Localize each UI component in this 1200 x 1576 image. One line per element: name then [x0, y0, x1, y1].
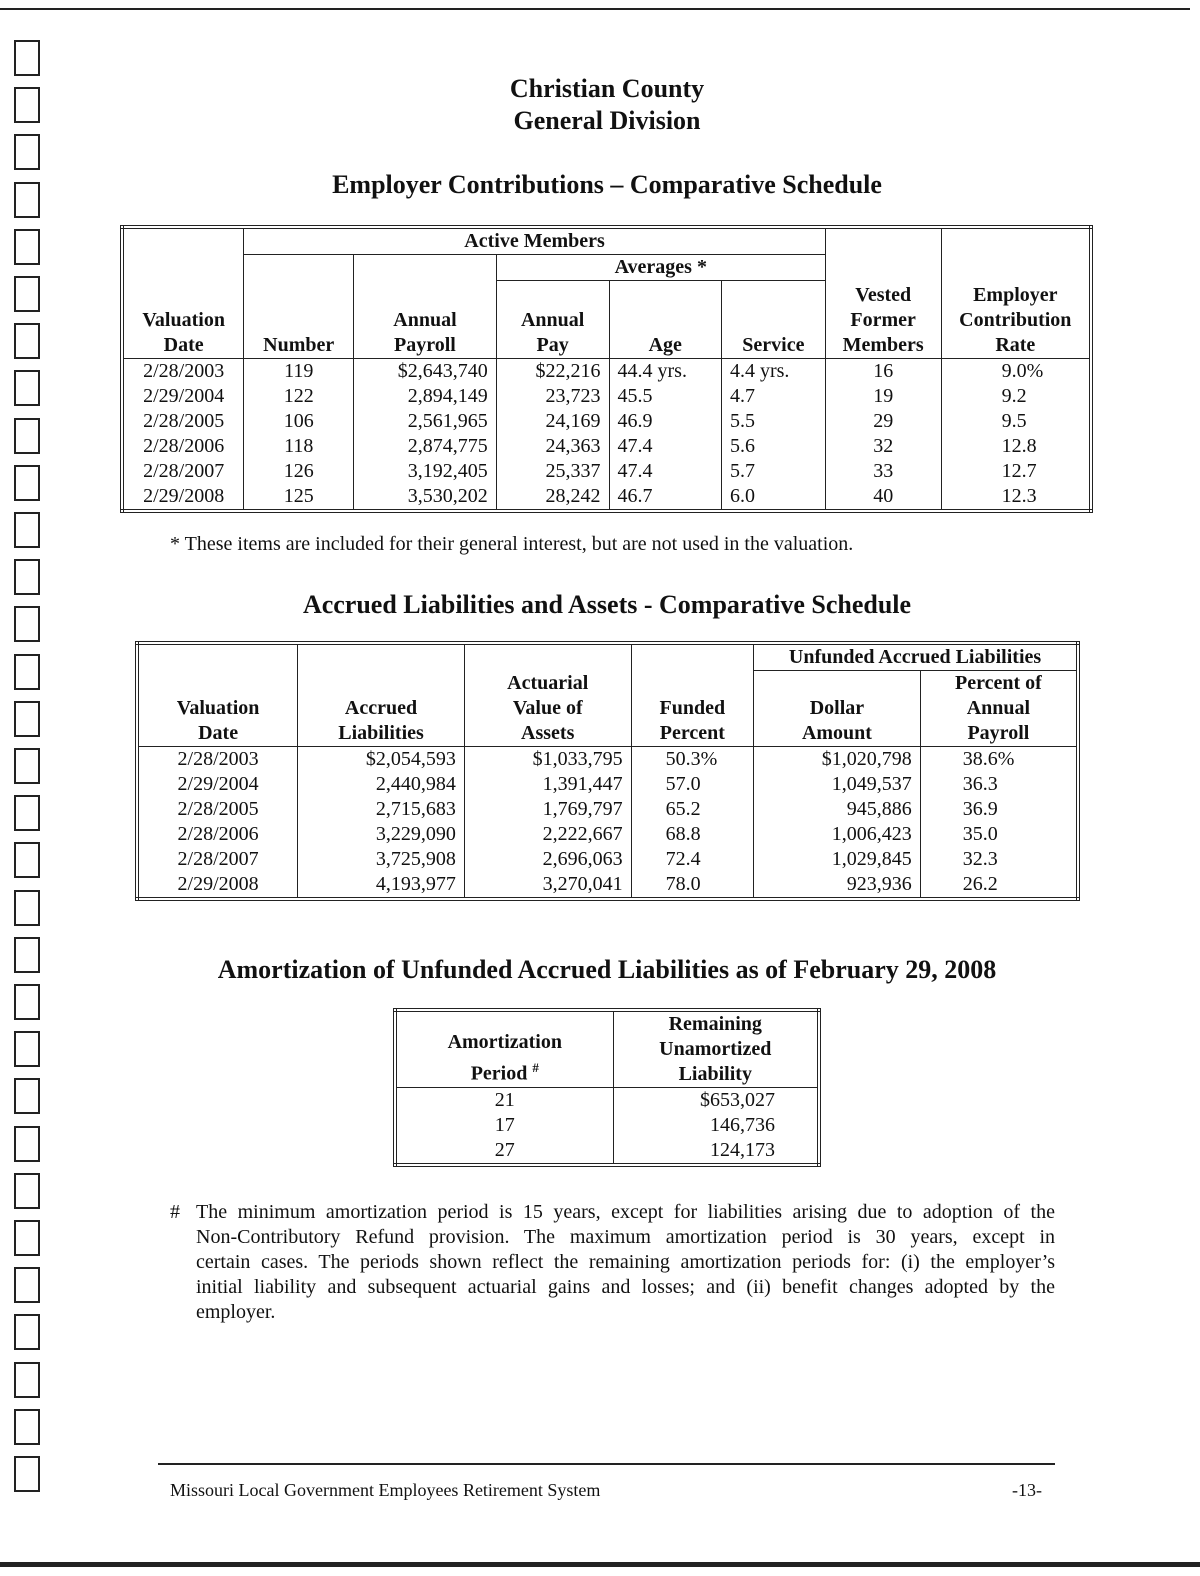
cell-actuarial-value: 2,696,063 [464, 847, 631, 872]
cell-funded-percent: 65.2 [631, 797, 754, 822]
accrued-liabilities-title: Accrued Liabilities and Assets - Comparative Schedule [302, 590, 912, 619]
cell-valuation-date: 2/28/2003 [143, 360, 225, 382]
cell-service: 4.7 [721, 384, 825, 409]
cell-valuation-date: 2/29/2004 [143, 385, 225, 407]
cell-annual-payroll: 2,894,149 [354, 384, 497, 409]
binder-hole [14, 1362, 40, 1388]
col-remaining-unamortized-liability: Remaining Unamortized Liability [613, 1010, 819, 1088]
binder-hole [14, 512, 40, 538]
cell-accrued-liabilities: $2,054,593 [298, 747, 465, 773]
binder-holes [10, 40, 42, 1540]
cell-contribution-rate: 12.3 [941, 484, 1091, 511]
cell-number: 122 [244, 384, 354, 409]
cell-funded-percent: 50.3% [631, 747, 754, 773]
cell-valuation-date: 2/28/2007 [143, 460, 225, 482]
cell-accrued-liabilities: 3,229,090 [298, 822, 465, 847]
col-service: Service [721, 281, 825, 359]
binder-hole [14, 890, 40, 916]
cell-valuation-date: 2/28/2006 [177, 823, 259, 845]
table-row [137, 772, 1078, 797]
binder-hole [14, 1173, 40, 1199]
table-row [137, 872, 1078, 899]
footer-rule [158, 1463, 1055, 1465]
cell-annual-pay: 28,242 [496, 484, 609, 511]
cell-service: 4.4 yrs. [721, 359, 825, 385]
cell-funded-percent: 72.4 [631, 847, 754, 872]
cell-age: 44.4 yrs. [609, 359, 721, 385]
employer-contributions-table [120, 225, 1093, 513]
cell-contribution-rate: 9.5 [941, 409, 1091, 434]
cell-funded-percent: 68.8 [631, 822, 754, 847]
accrued-liabilities-table [135, 641, 1080, 901]
cell-annual-payroll: $2,643,740 [354, 359, 497, 385]
cell-number: 119 [244, 359, 354, 385]
cell-valuation-date: 2/28/2006 [143, 435, 225, 457]
table-row [395, 1113, 819, 1138]
cell-valuation-date: 2/29/2008 [177, 873, 259, 895]
table-row [122, 359, 1091, 385]
binder-hole [14, 1267, 40, 1293]
page-title-division: General Division [513, 106, 701, 135]
col-vested-former-members: Vested Former Members [825, 227, 941, 359]
footnote-line: employer. [196, 1301, 276, 1323]
cell-dollar-amount: 923,936 [754, 872, 921, 899]
cell-number: 118 [244, 434, 354, 459]
cell-percent-of-payroll: 36.3 [920, 772, 1078, 797]
cell-dollar-amount: 1,006,423 [754, 822, 921, 847]
cell-annual-payroll: 3,192,405 [354, 459, 497, 484]
cell-contribution-rate: 9.0% [941, 359, 1091, 385]
cell-vested-former-members: 33 [825, 459, 941, 484]
cell-valuation-date: 2/29/2004 [177, 773, 259, 795]
cell-age: 47.4 [609, 459, 721, 484]
binder-hole [14, 1409, 40, 1435]
col-age: Age [609, 281, 721, 359]
bottom-border [0, 1562, 1200, 1567]
binder-hole [14, 465, 40, 491]
cell-vested-former-members: 32 [825, 434, 941, 459]
cell-age: 45.5 [609, 384, 721, 409]
cell-dollar-amount: 945,886 [754, 797, 921, 822]
binder-hole [14, 1220, 40, 1246]
cell-remaining-liability: 146,736 [613, 1113, 819, 1138]
page-number: -13- [1012, 1480, 1042, 1500]
footnote-line: certain cases. The periods shown reflect the remaining amortization periods for: (i) the employer’s [196, 1251, 1055, 1273]
cell-annual-pay: 25,337 [496, 459, 609, 484]
cell-service: 6.0 [721, 484, 825, 511]
table-row [395, 1138, 819, 1165]
cell-vested-former-members: 16 [825, 359, 941, 385]
col-employer-contribution-rate: Employer Contribution Rate [941, 227, 1091, 359]
binder-hole [14, 1126, 40, 1152]
cell-accrued-liabilities: 2,440,984 [298, 772, 465, 797]
binder-hole [14, 559, 40, 585]
table-row [122, 484, 1091, 511]
cell-actuarial-value: 1,391,447 [464, 772, 631, 797]
cell-vested-former-members: 29 [825, 409, 941, 434]
binder-hole [14, 418, 40, 444]
col-valuation-date: Valuation Date [137, 643, 298, 747]
table-row [122, 409, 1091, 434]
cell-contribution-rate: 12.7 [941, 459, 1091, 484]
top-border [0, 8, 1190, 10]
binder-hole [14, 1078, 40, 1104]
averages-footnote: * These items are included for their general interest, but are not used in the valuation. [170, 533, 854, 555]
binder-hole [14, 654, 40, 680]
cell-percent-of-payroll: 26.2 [920, 872, 1078, 899]
cell-dollar-amount: $1,020,798 [754, 747, 921, 773]
group-unfunded-accrued-liabilities: Unfunded Accrued Liabilities [754, 643, 1078, 671]
binder-hole [14, 370, 40, 396]
amortization-table [393, 1008, 821, 1167]
cell-percent-of-payroll: 35.0 [920, 822, 1078, 847]
cell-funded-percent: 78.0 [631, 872, 754, 899]
table-row [395, 1088, 819, 1114]
cell-actuarial-value: 2,222,667 [464, 822, 631, 847]
cell-contribution-rate: 9.2 [941, 384, 1091, 409]
amortization-title: Amortization of Unfunded Accrued Liabilities as of February 29, 2008 [217, 955, 997, 984]
page-title-county: Christian County [509, 74, 705, 103]
cell-vested-former-members: 40 [825, 484, 941, 511]
binder-hole [14, 748, 40, 774]
col-actuarial-value-of-assets: Actuarial Value of Assets [464, 643, 631, 747]
cell-actuarial-value: $1,033,795 [464, 747, 631, 773]
binder-hole [14, 701, 40, 727]
col-number: Number [244, 255, 354, 359]
group-active-members: Active Members [244, 227, 825, 255]
cell-annual-pay: $22,216 [496, 359, 609, 385]
cell-actuarial-value: 3,270,041 [464, 872, 631, 899]
cell-accrued-liabilities: 3,725,908 [298, 847, 465, 872]
binder-hole [14, 323, 40, 349]
cell-valuation-date: 2/28/2003 [177, 748, 259, 770]
cell-valuation-date: 2/28/2005 [177, 798, 259, 820]
cell-accrued-liabilities: 4,193,977 [298, 872, 465, 899]
binder-hole [14, 1031, 40, 1057]
col-amortization-period: Amortization Period # [395, 1010, 613, 1088]
binder-hole [14, 842, 40, 868]
cell-annual-pay: 24,363 [496, 434, 609, 459]
col-funded-percent: Funded Percent [631, 643, 754, 747]
table-row [137, 847, 1078, 872]
col-dollar-amount: Dollar Amount [754, 671, 921, 747]
col-accrued-liabilities: Accrued Liabilities [298, 643, 465, 747]
cell-valuation-date: 2/28/2007 [177, 848, 259, 870]
binder-hole [14, 1456, 40, 1482]
cell-vested-former-members: 19 [825, 384, 941, 409]
table-row [137, 747, 1078, 773]
cell-age: 47.4 [609, 434, 721, 459]
cell-age: 46.7 [609, 484, 721, 511]
cell-service: 5.6 [721, 434, 825, 459]
table-row [122, 384, 1091, 409]
footnote-line: The minimum amortization period is 15 years, except for liabilities arising due to adoption of the [196, 1201, 1055, 1223]
cell-funded-percent: 57.0 [631, 772, 754, 797]
binder-hole [14, 40, 40, 66]
cell-annual-payroll: 2,874,775 [354, 434, 497, 459]
cell-service: 5.5 [721, 409, 825, 434]
cell-annual-pay: 24,169 [496, 409, 609, 434]
cell-number: 126 [244, 459, 354, 484]
binder-hole [14, 229, 40, 255]
cell-remaining-liability: $653,027 [613, 1088, 819, 1114]
cell-remaining-liability: 124,173 [613, 1138, 819, 1165]
cell-amortization-period: 27 [494, 1139, 515, 1161]
cell-percent-of-payroll: 38.6% [920, 747, 1078, 773]
cell-valuation-date: 2/28/2005 [143, 410, 225, 432]
employer-contributions-title: Employer Contributions – Comparative Schedule [332, 170, 882, 199]
cell-valuation-date: 2/29/2008 [143, 485, 225, 507]
table-row [137, 822, 1078, 847]
binder-hole [14, 795, 40, 821]
cell-number: 125 [244, 484, 354, 511]
cell-actuarial-value: 1,769,797 [464, 797, 631, 822]
period-footnote-mark: # [532, 1060, 539, 1076]
cell-annual-payroll: 3,530,202 [354, 484, 497, 511]
footnote-mark: # [170, 1201, 180, 1223]
cell-annual-pay: 23,723 [496, 384, 609, 409]
amortization-footnote [170, 1200, 1055, 1325]
cell-dollar-amount: 1,049,537 [754, 772, 921, 797]
cell-amortization-period: 21 [494, 1089, 515, 1111]
cell-contribution-rate: 12.8 [941, 434, 1091, 459]
cell-percent-of-payroll: 36.9 [920, 797, 1078, 822]
binder-hole [14, 276, 40, 302]
binder-hole [14, 1314, 40, 1340]
cell-age: 46.9 [609, 409, 721, 434]
footnote-line: Non-Contributory Refund provision. The maximum amortization period is 30 years, except in [196, 1226, 1055, 1248]
footer-organization: Missouri Local Government Employees Retirement System [170, 1480, 601, 1500]
footnote-line: initial liability and subsequent actuarial gains and losses; and (ii) benefit changes adopted by the [196, 1276, 1055, 1298]
table-row [137, 797, 1078, 822]
cell-service: 5.7 [721, 459, 825, 484]
cell-percent-of-payroll: 32.3 [920, 847, 1078, 872]
col-percent-of-annual-payroll: Percent of Annual Payroll [920, 671, 1078, 747]
binder-hole [14, 134, 40, 160]
table-row [122, 434, 1091, 459]
binder-hole [14, 984, 40, 1010]
col-annual-payroll: Annual Payroll [354, 255, 497, 359]
cell-amortization-period: 17 [494, 1114, 515, 1136]
col-valuation-date: Valuation Date [122, 227, 244, 359]
cell-number: 106 [244, 409, 354, 434]
cell-dollar-amount: 1,029,845 [754, 847, 921, 872]
cell-annual-payroll: 2,561,965 [354, 409, 497, 434]
cell-accrued-liabilities: 2,715,683 [298, 797, 465, 822]
col-annual-pay: Annual Pay [496, 281, 609, 359]
table-row [122, 459, 1091, 484]
group-averages: Averages * [496, 255, 825, 281]
